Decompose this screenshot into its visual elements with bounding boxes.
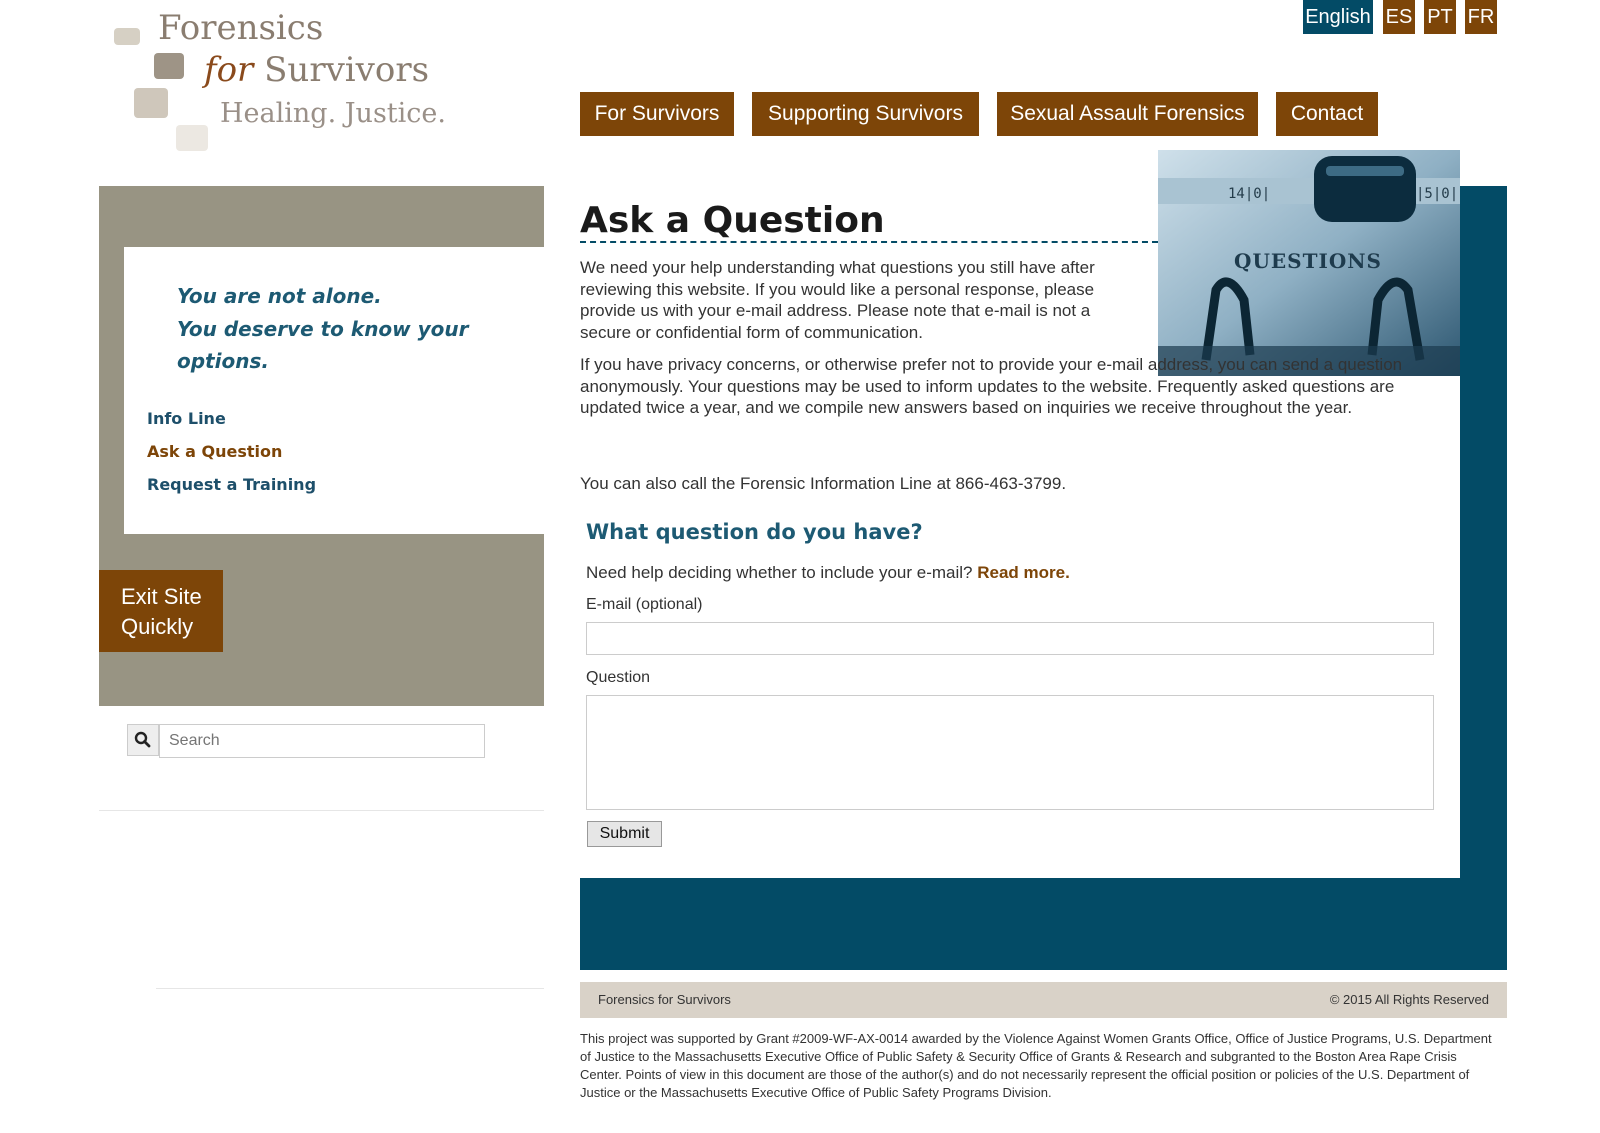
- nav-contact[interactable]: Contact: [1276, 92, 1378, 136]
- tagline-line-2: You deserve to know your: [177, 317, 469, 341]
- sidebar-divider-2: [156, 988, 544, 989]
- form-heading: What question do you have?: [586, 520, 923, 544]
- title-underline: [580, 241, 1158, 243]
- question-label: Question: [586, 669, 651, 686]
- image-ruler-left: 14|0|: [1228, 186, 1271, 202]
- intro-paragraph-2: If you have privacy concerns, or otherwise prefer not to provide your e-mail address, you can send a question anonymously. Your questions may be used to inform updates to the website. Frequently asked questions are updated twice a year, and we compile new answers based on inquiries we receive throughout the year.: [580, 355, 1403, 417]
- footer-bar: [580, 982, 1507, 1018]
- question-field[interactable]: [586, 695, 1434, 810]
- grant-disclaimer: This project was supported by Grant #2009-WF-AX-0014 awarded by the Violence Against Women Grants Office, Office of Justice Programs, U.S. Department of Justice to the Massachusetts Executive Office of Public Safety & Security Office of Grants & Research and subgranted to the Boston Area Rape Crisis Center. Points of view in this document are those of the author(s) and do not necessarily represent the official position or policies of the U.S. Department of Justice or the Massachusetts Executive Office of Public Safety Programs Division.: [580, 1031, 1492, 1100]
- lang-english[interactable]: English: [1303, 0, 1373, 34]
- nav-supporting-survivors[interactable]: Supporting Survivors: [752, 92, 979, 136]
- site-logo[interactable]: [112, 8, 446, 158]
- exit-line-2: Quickly: [121, 614, 194, 639]
- tagline-line-1: You are not alone.: [177, 284, 382, 308]
- logo-tagline: Healing. Justice.: [220, 98, 446, 129]
- exit-site-button[interactable]: [99, 570, 223, 652]
- image-ruler-right: |5|0|: [1416, 186, 1459, 202]
- submit-button[interactable]: Submit: [587, 821, 662, 847]
- logo-square-4: [176, 125, 208, 151]
- logo-square-1: [114, 28, 140, 45]
- image-questions-word: QUESTIONS: [1234, 249, 1382, 273]
- lang-pt[interactable]: PT: [1424, 0, 1456, 34]
- tagline-line-3: options.: [177, 349, 269, 373]
- questions-typewriter-image: [1158, 150, 1460, 376]
- logo-line-2: [204, 50, 429, 90]
- email-label: E-mail (optional): [586, 596, 703, 613]
- sidebar-card: [124, 247, 544, 534]
- search-input[interactable]: [159, 724, 485, 758]
- lang-fr[interactable]: FR: [1465, 0, 1497, 34]
- sidebar-link-request-training[interactable]: Request a Training: [147, 475, 317, 494]
- sidebar-divider-1: [99, 810, 544, 811]
- info-line-paragraph: You can also call the Forensic Information Line at 866-463-3799.: [580, 474, 1067, 493]
- exit-line-1: Exit Site: [121, 584, 202, 609]
- nav-sexual-assault-forensics[interactable]: Sexual Assault Forensics: [997, 92, 1258, 136]
- logo-for: for: [204, 50, 254, 90]
- intro-paragraph-1: We need your help understanding what questions you still have after reviewing this website. If you would like a personal response, please provide us with your e-mail address. Please note that e-mail is not a secure or confidential form of communication.: [580, 258, 1095, 342]
- search-form: [127, 724, 485, 758]
- page-title: Ask a Question: [580, 200, 885, 241]
- search-button[interactable]: [127, 724, 159, 756]
- sidebar-link-ask-a-question[interactable]: Ask a Question: [147, 442, 283, 461]
- sidebar-link-info-line[interactable]: Info Line: [147, 409, 226, 428]
- logo-square-2: [154, 53, 184, 79]
- logo-survivors: Survivors: [264, 50, 430, 90]
- search-icon: [128, 725, 158, 755]
- logo-line-1: Forensics: [158, 8, 324, 48]
- email-help-question: Need help deciding whether to include your e-mail?: [586, 563, 973, 582]
- nav-for-survivors[interactable]: For Survivors: [580, 92, 734, 136]
- email-field[interactable]: [586, 622, 1434, 655]
- logo-square-3: [134, 88, 168, 118]
- footer-site-name: Forensics for Survivors: [598, 992, 731, 1007]
- email-help-text: [586, 563, 1070, 583]
- footer-copyright: © 2015 All Rights Reserved: [1329, 992, 1489, 1007]
- lang-es[interactable]: ES: [1383, 0, 1415, 34]
- read-more-link[interactable]: Read more.: [977, 563, 1070, 582]
